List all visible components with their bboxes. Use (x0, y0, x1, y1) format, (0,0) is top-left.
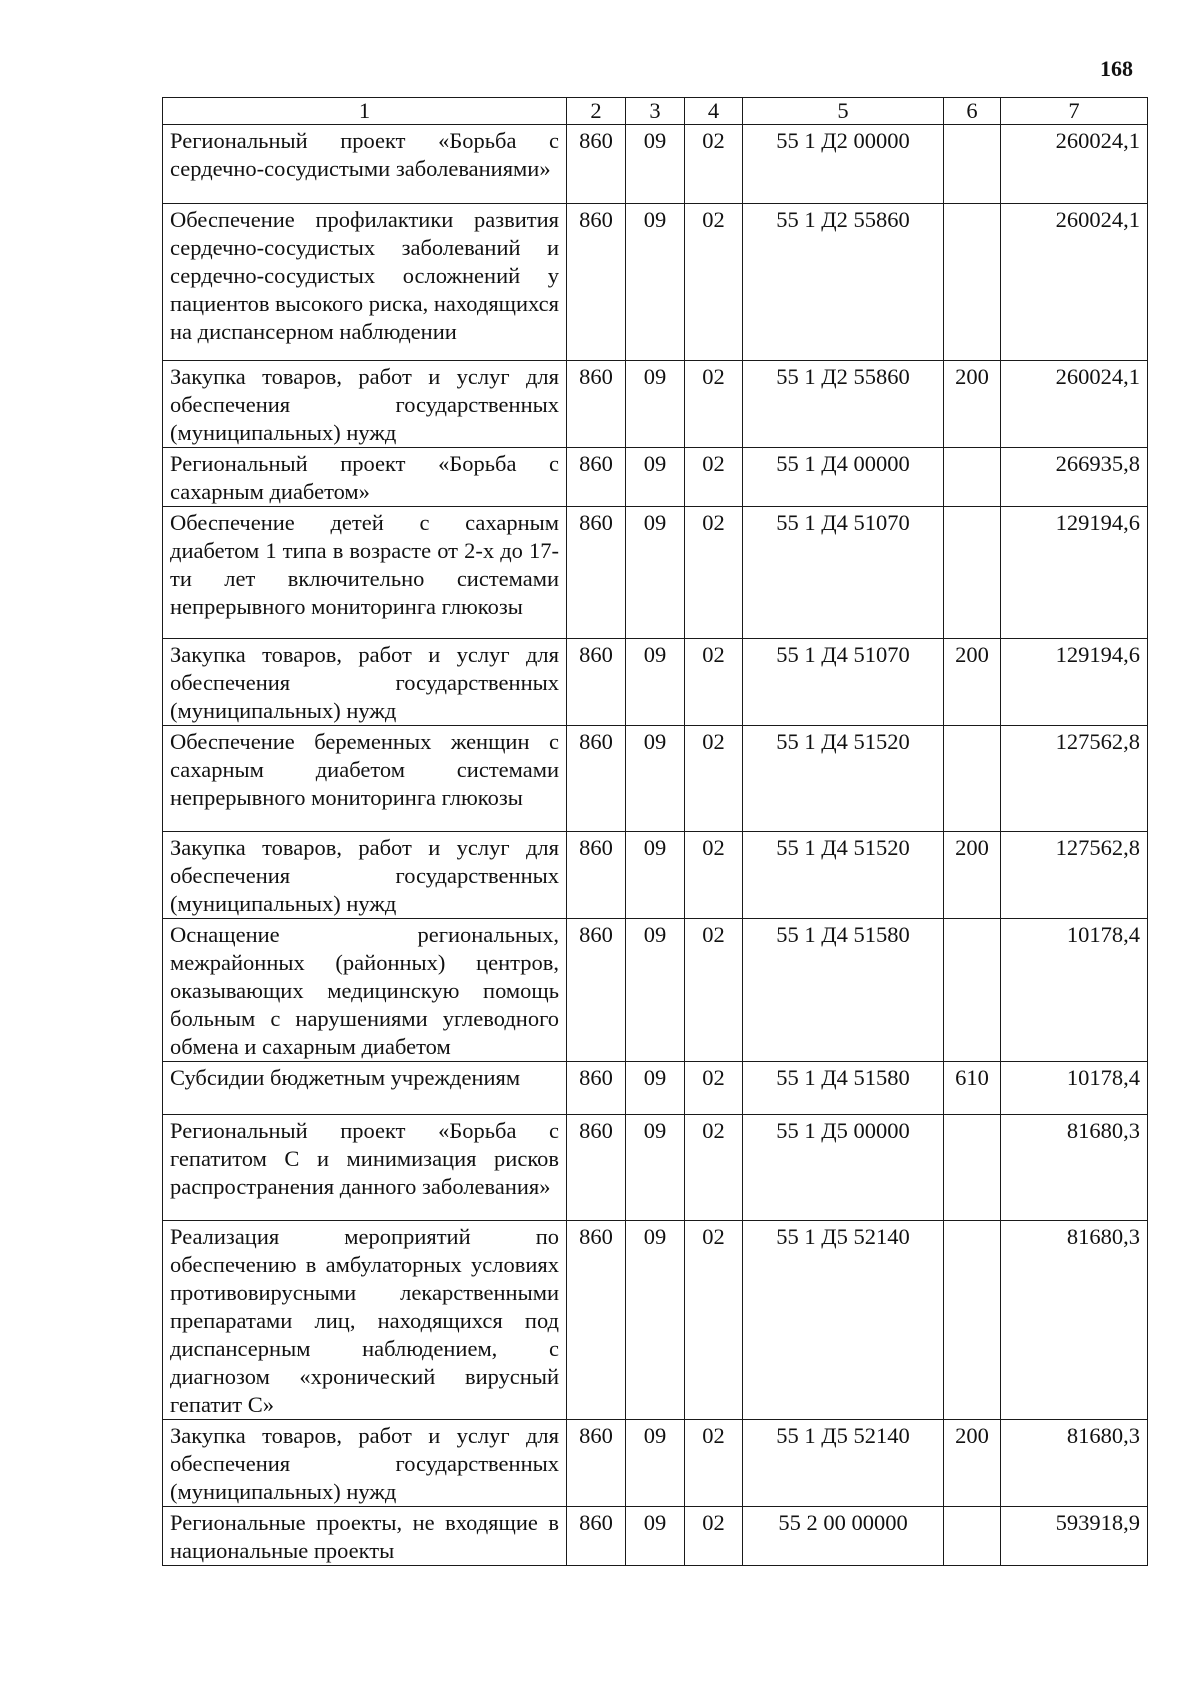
target-article-code: 55 1 Д2 55860 (743, 361, 944, 448)
subsection-code: 02 (685, 125, 743, 204)
section-code: 09 (626, 639, 685, 726)
amount: 81680,3 (1001, 1115, 1148, 1221)
ministry-code: 860 (567, 1221, 626, 1420)
ministry-code: 860 (567, 1420, 626, 1507)
subsection-code: 02 (685, 1221, 743, 1420)
ministry-code: 860 (567, 919, 626, 1062)
table-row (163, 1420, 1148, 1507)
header-row (163, 98, 1148, 125)
item-name: Региональный проект «Борьба с гепатитом С и минимизация рисков распространения данного заболевания» (163, 1115, 567, 1221)
section-code: 09 (626, 1062, 685, 1115)
expense-type-code (944, 1115, 1001, 1221)
item-name: Закупка товаров, работ и услуг для обеспечения государственных (муниципальных) нужд (163, 361, 567, 448)
subsection-code: 02 (685, 507, 743, 639)
amount: 260024,1 (1001, 125, 1148, 204)
item-name: Региональный проект «Борьба с сердечно-сосудистыми заболеваниями» (163, 125, 567, 204)
section-code: 09 (626, 919, 685, 1062)
column-header: 3 (626, 98, 685, 125)
ministry-code: 860 (567, 726, 626, 832)
ministry-code: 860 (567, 204, 626, 361)
table-row (163, 1062, 1148, 1115)
subsection-code: 02 (685, 448, 743, 507)
subsection-code: 02 (685, 1507, 743, 1566)
table-row (163, 507, 1148, 639)
section-code: 09 (626, 726, 685, 832)
expense-type-code: 200 (944, 639, 1001, 726)
ministry-code: 860 (567, 448, 626, 507)
expense-type-code: 200 (944, 1420, 1001, 1507)
ministry-code: 860 (567, 361, 626, 448)
target-article-code: 55 2 00 00000 (743, 1507, 944, 1566)
item-name: Субсидии бюджетным учреждениям (163, 1062, 567, 1115)
target-article-code: 55 1 Д4 51520 (743, 726, 944, 832)
expense-type-code (944, 448, 1001, 507)
amount: 127562,8 (1001, 832, 1148, 919)
target-article-code: 55 1 Д2 00000 (743, 125, 944, 204)
ministry-code: 860 (567, 1115, 626, 1221)
ministry-code: 860 (567, 507, 626, 639)
amount: 129194,6 (1001, 639, 1148, 726)
expense-type-code (944, 204, 1001, 361)
table-row (163, 204, 1148, 361)
table-row (163, 1221, 1148, 1420)
item-name: Закупка товаров, работ и услуг для обеспечения государственных (муниципальных) нужд (163, 832, 567, 919)
subsection-code: 02 (685, 919, 743, 1062)
table-row (163, 1115, 1148, 1221)
target-article-code: 55 1 Д4 51070 (743, 507, 944, 639)
item-name: Реализация мероприятий по обеспечению в амбулаторных условиях противовирусными лекарственными препаратами лиц, находящихся под диспансерным наблюдением, с диагнозом «хронический вирусный гепатит С» (163, 1221, 567, 1420)
expense-type-code: 200 (944, 361, 1001, 448)
column-header: 6 (944, 98, 1001, 125)
target-article-code: 55 1 Д4 51580 (743, 919, 944, 1062)
ministry-code: 860 (567, 1062, 626, 1115)
table-row (163, 448, 1148, 507)
item-name: Закупка товаров, работ и услуг для обеспечения государственных (муниципальных) нужд (163, 1420, 567, 1507)
section-code: 09 (626, 1115, 685, 1221)
subsection-code: 02 (685, 204, 743, 361)
amount: 260024,1 (1001, 204, 1148, 361)
section-code: 09 (626, 507, 685, 639)
target-article-code: 55 1 Д5 52140 (743, 1221, 944, 1420)
subsection-code: 02 (685, 361, 743, 448)
expense-type-code (944, 507, 1001, 639)
column-header: 5 (743, 98, 944, 125)
section-code: 09 (626, 1507, 685, 1566)
section-code: 09 (626, 832, 685, 919)
amount: 129194,6 (1001, 507, 1148, 639)
amount: 593918,9 (1001, 1507, 1148, 1566)
expense-type-code (944, 726, 1001, 832)
table-row (163, 125, 1148, 204)
amount: 127562,8 (1001, 726, 1148, 832)
expense-type-code (944, 125, 1001, 204)
section-code: 09 (626, 361, 685, 448)
target-article-code: 55 1 Д4 51580 (743, 1062, 944, 1115)
page-number: 168 (1100, 56, 1133, 81)
expense-type-code (944, 919, 1001, 1062)
budget-table (162, 97, 1148, 1566)
section-code: 09 (626, 1420, 685, 1507)
section-code: 09 (626, 204, 685, 361)
table-row (163, 639, 1148, 726)
item-name: Региональные проекты, не входящие в национальные проекты (163, 1507, 567, 1566)
subsection-code: 02 (685, 639, 743, 726)
column-header: 2 (567, 98, 626, 125)
item-name: Региональный проект «Борьба с сахарным диабетом» (163, 448, 567, 507)
subsection-code: 02 (685, 1062, 743, 1115)
item-name: Обеспечение профилактики развития сердечно-сосудистых заболеваний и сердечно-сосудистых осложнений у пациентов высокого риска, находящихся на диспансерном наблюдении (163, 204, 567, 361)
column-header: 7 (1001, 98, 1148, 125)
subsection-code: 02 (685, 832, 743, 919)
table-row (163, 726, 1148, 832)
item-name: Оснащение региональных, межрайонных (районных) центров, оказывающих медицинскую помощь больным с нарушениями углеводного обмена и сахарным диабетом (163, 919, 567, 1062)
subsection-code: 02 (685, 1115, 743, 1221)
table-row (163, 832, 1148, 919)
expense-type-code: 200 (944, 832, 1001, 919)
amount: 10178,4 (1001, 1062, 1148, 1115)
target-article-code: 55 1 Д4 51070 (743, 639, 944, 726)
table-row (163, 361, 1148, 448)
expense-type-code (944, 1507, 1001, 1566)
table-row (163, 1507, 1148, 1566)
expense-type-code: 610 (944, 1062, 1001, 1115)
target-article-code: 55 1 Д4 00000 (743, 448, 944, 507)
section-code: 09 (626, 125, 685, 204)
column-header: 4 (685, 98, 743, 125)
amount: 81680,3 (1001, 1221, 1148, 1420)
amount: 81680,3 (1001, 1420, 1148, 1507)
expense-type-code (944, 1221, 1001, 1420)
subsection-code: 02 (685, 726, 743, 832)
target-article-code: 55 1 Д2 55860 (743, 204, 944, 361)
target-article-code: 55 1 Д5 52140 (743, 1420, 944, 1507)
item-name: Закупка товаров, работ и услуг для обеспечения государственных (муниципальных) нужд (163, 639, 567, 726)
ministry-code: 860 (567, 639, 626, 726)
amount: 266935,8 (1001, 448, 1148, 507)
target-article-code: 55 1 Д4 51520 (743, 832, 944, 919)
section-code: 09 (626, 448, 685, 507)
ministry-code: 860 (567, 125, 626, 204)
item-name: Обеспечение беременных женщин с сахарным диабетом системами непрерывного мониторинга глюкозы (163, 726, 567, 832)
amount: 10178,4 (1001, 919, 1148, 1062)
item-name: Обеспечение детей с сахарным диабетом 1 типа в возрасте от 2-х до 17-ти лет включительно системами непрерывного мониторинга глюкозы (163, 507, 567, 639)
column-header: 1 (163, 98, 567, 125)
section-code: 09 (626, 1221, 685, 1420)
target-article-code: 55 1 Д5 00000 (743, 1115, 944, 1221)
amount: 260024,1 (1001, 361, 1148, 448)
table-row (163, 919, 1148, 1062)
ministry-code: 860 (567, 1507, 626, 1566)
subsection-code: 02 (685, 1420, 743, 1507)
ministry-code: 860 (567, 832, 626, 919)
